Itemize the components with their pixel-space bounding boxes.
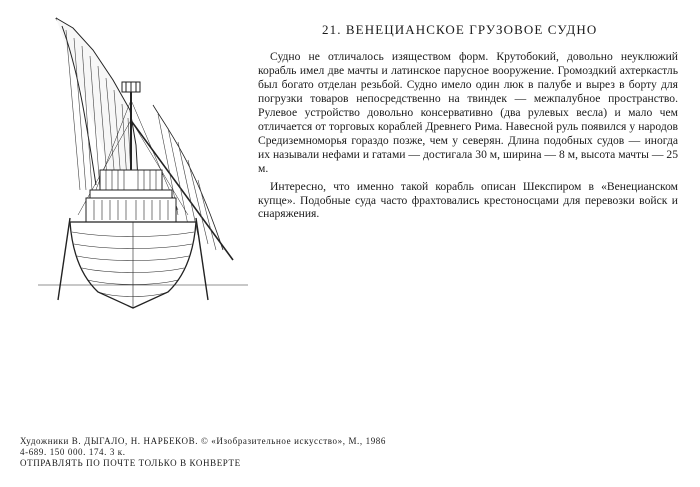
- page-title: 21. ВЕНЕЦИАНСКОЕ ГРУЗОВОЕ СУДНО: [322, 22, 598, 37]
- paragraph: Интересно, что именно такой корабль описан Шекспиром в «Венецианском купце». Подобные суда часто фрахтовались крестоносцами для перевозки войск и снаряжения.: [258, 179, 678, 221]
- print-info-line: 4-689. 150 000. 174. 3 к.: [20, 447, 126, 457]
- credits-line: Художники В. ДЫГАЛО, Н. НАРБЕКОВ. © «Изобразительное искусство», М., 1986: [20, 436, 387, 446]
- ship-illustration: [18, 10, 250, 310]
- imprint-footer: [20, 436, 680, 469]
- description-text: [258, 50, 678, 225]
- paragraph: Судно не отличалось изяществом форм. Крутобокий, довольно неуклюжий корабль имел две мачты и латинское парусное вооружение. Громоздкий ахтеркастль был богато отделан резьбой. Судно имело один люк в палубе и вырез в борту для погрузки товаров непосредственно на твиндек — межпалубное пространство. Рулевое устройство довольно консервативно (два рулевых весла) и мало чем отличается от торговых кораблей Древнего Рима. Навесной руль появился у народов Средиземноморья гораздо позже, чем у северян. Длина подобных судов — иногда их называли нефами и гатами — достигала 30 м, ширина — 8 м, высота мачты — 25 м.: [258, 50, 678, 175]
- venetian-cargo-ship-drawing-icon: [18, 10, 250, 310]
- mailing-note: ОТПРАВЛЯТЬ ПО ПОЧТЕ ТОЛЬКО В КОНВЕРТЕ: [20, 458, 241, 468]
